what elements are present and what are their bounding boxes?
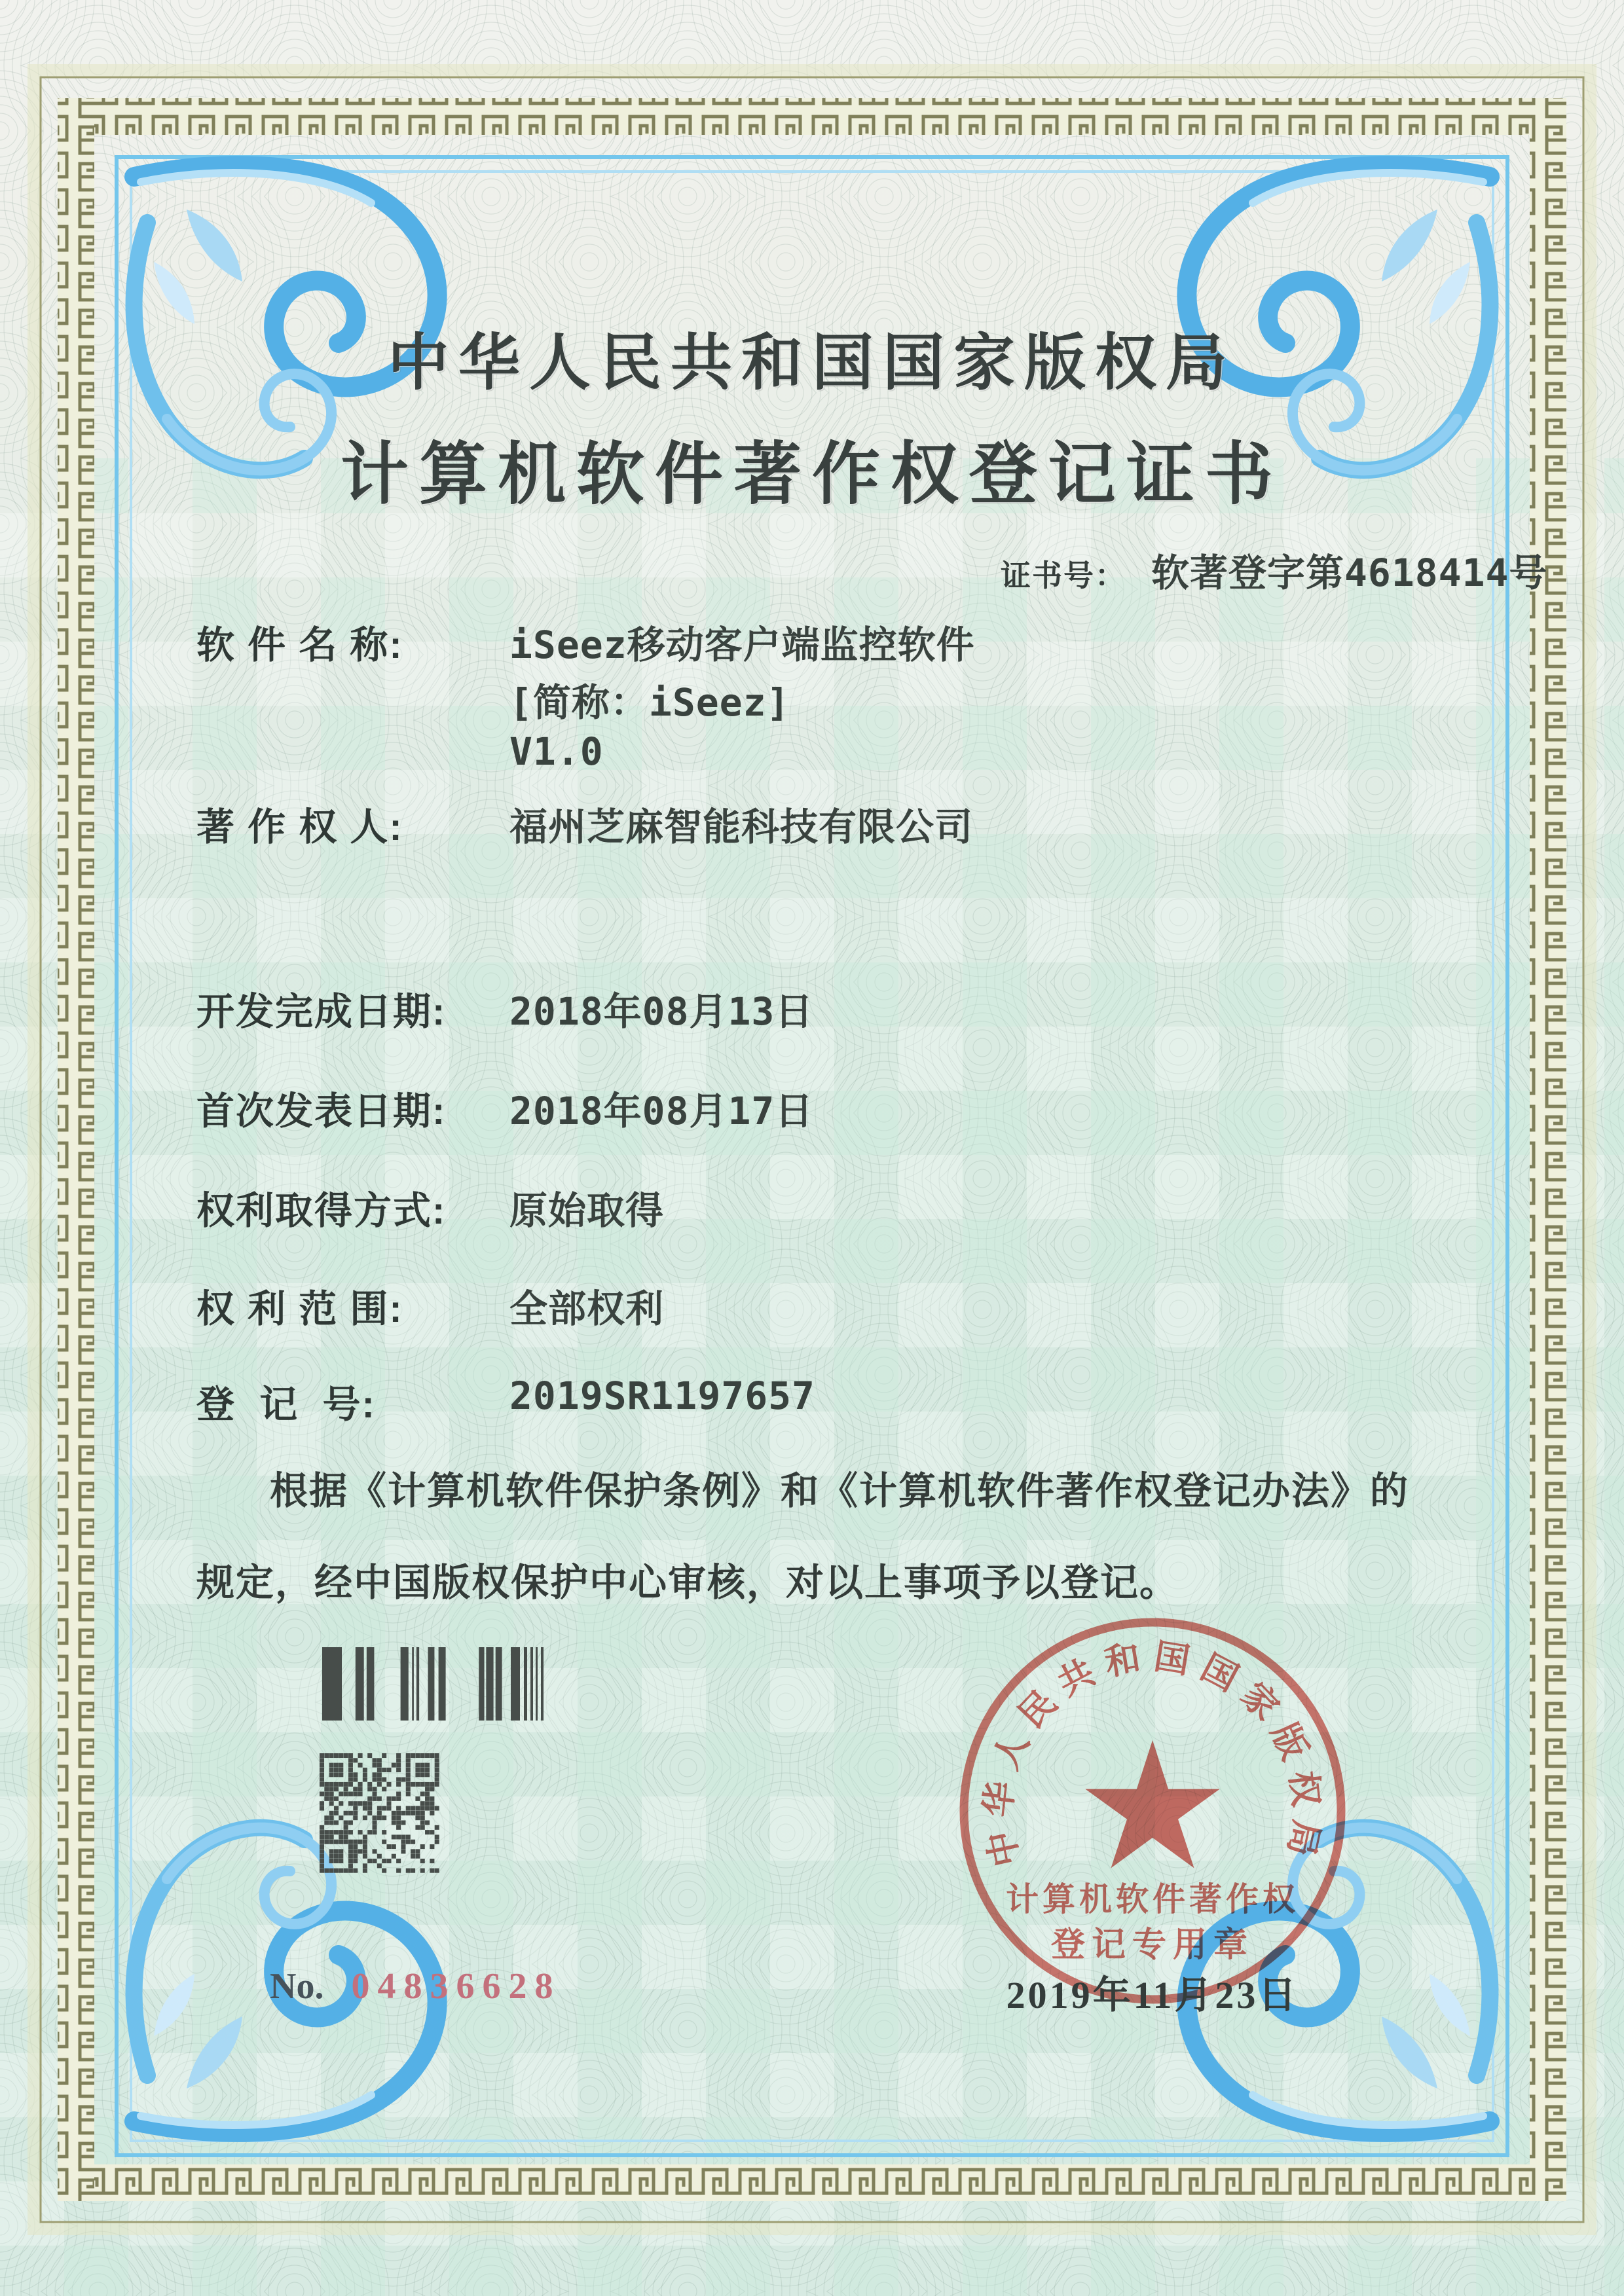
seal-text-line2: 登记专用章 bbox=[1050, 1926, 1255, 1964]
dev-complete-date-value: 2018年08月13日 bbox=[509, 989, 814, 1034]
software-name-label: 软 件 名 称: bbox=[196, 624, 403, 666]
rights-scope-label: 权 利 范 围: bbox=[196, 1288, 403, 1330]
rights-scope-value: 全部权利 bbox=[509, 1286, 665, 1331]
copyright-owner-label: 著 作 权 人: bbox=[196, 806, 403, 848]
meander-border-bottom bbox=[58, 2164, 1566, 2201]
rights-acquisition-value: 原始取得 bbox=[509, 1188, 665, 1233]
seal-text-line1: 计算机软件著作权 bbox=[1006, 1881, 1299, 1918]
certificate-number-line bbox=[1001, 542, 1547, 597]
meander-border-top bbox=[58, 98, 1566, 135]
copyright-owner-value: 福州芝麻智能科技有限公司 bbox=[509, 805, 974, 849]
registration-number-value: 2019SR1197657 bbox=[509, 1374, 815, 1418]
certificate-title: 计算机软件著作权登记证书 bbox=[340, 437, 1283, 513]
certificate-number-value: 软著登字第4618414号 bbox=[1151, 551, 1548, 595]
meander-border-right bbox=[1530, 98, 1566, 2201]
statement-line1: 根据《计算机软件保护条例》和《计算机软件著作权登记办法》的 bbox=[270, 1470, 1410, 1512]
rights-acquisition-label: 权利取得方式: bbox=[196, 1190, 447, 1232]
first-publish-date-label: 首次发表日期: bbox=[196, 1090, 447, 1133]
first-publish-date-value: 2018年08月17日 bbox=[509, 1089, 814, 1133]
serial-number-label: No. bbox=[270, 1966, 324, 2007]
certificate-number-label: 证书号： bbox=[1001, 558, 1126, 592]
serial-number-line bbox=[270, 1965, 561, 2007]
software-name-value: iSeez移动客户端监控软件 bbox=[509, 623, 975, 667]
dev-complete-date-label: 开发完成日期: bbox=[196, 991, 447, 1033]
software-short-name: [简称：iSeez] bbox=[509, 680, 790, 725]
meander-border-left bbox=[58, 98, 94, 2201]
seal-star-icon bbox=[1085, 1740, 1219, 1868]
statement-line2: 规定，经中国版权保护中心审核，对以上事项予以登记。 bbox=[196, 1561, 1179, 1604]
serial-number-value: 04836628 bbox=[351, 1966, 561, 2007]
barcode-image bbox=[322, 1647, 549, 1721]
qr-code-image bbox=[320, 1753, 439, 1873]
seal-arc-text: 中华人民共和国国家版权局 bbox=[978, 1637, 1327, 1870]
registration-number-label: 登 记 号: bbox=[196, 1383, 376, 1426]
issue-date: 2019年11月23日 bbox=[1006, 1974, 1299, 2016]
official-seal bbox=[942, 1600, 1363, 2022]
software-version: V1.0 bbox=[509, 729, 604, 774]
authority-title: 中华人民共和国国家版权局 bbox=[387, 328, 1236, 397]
